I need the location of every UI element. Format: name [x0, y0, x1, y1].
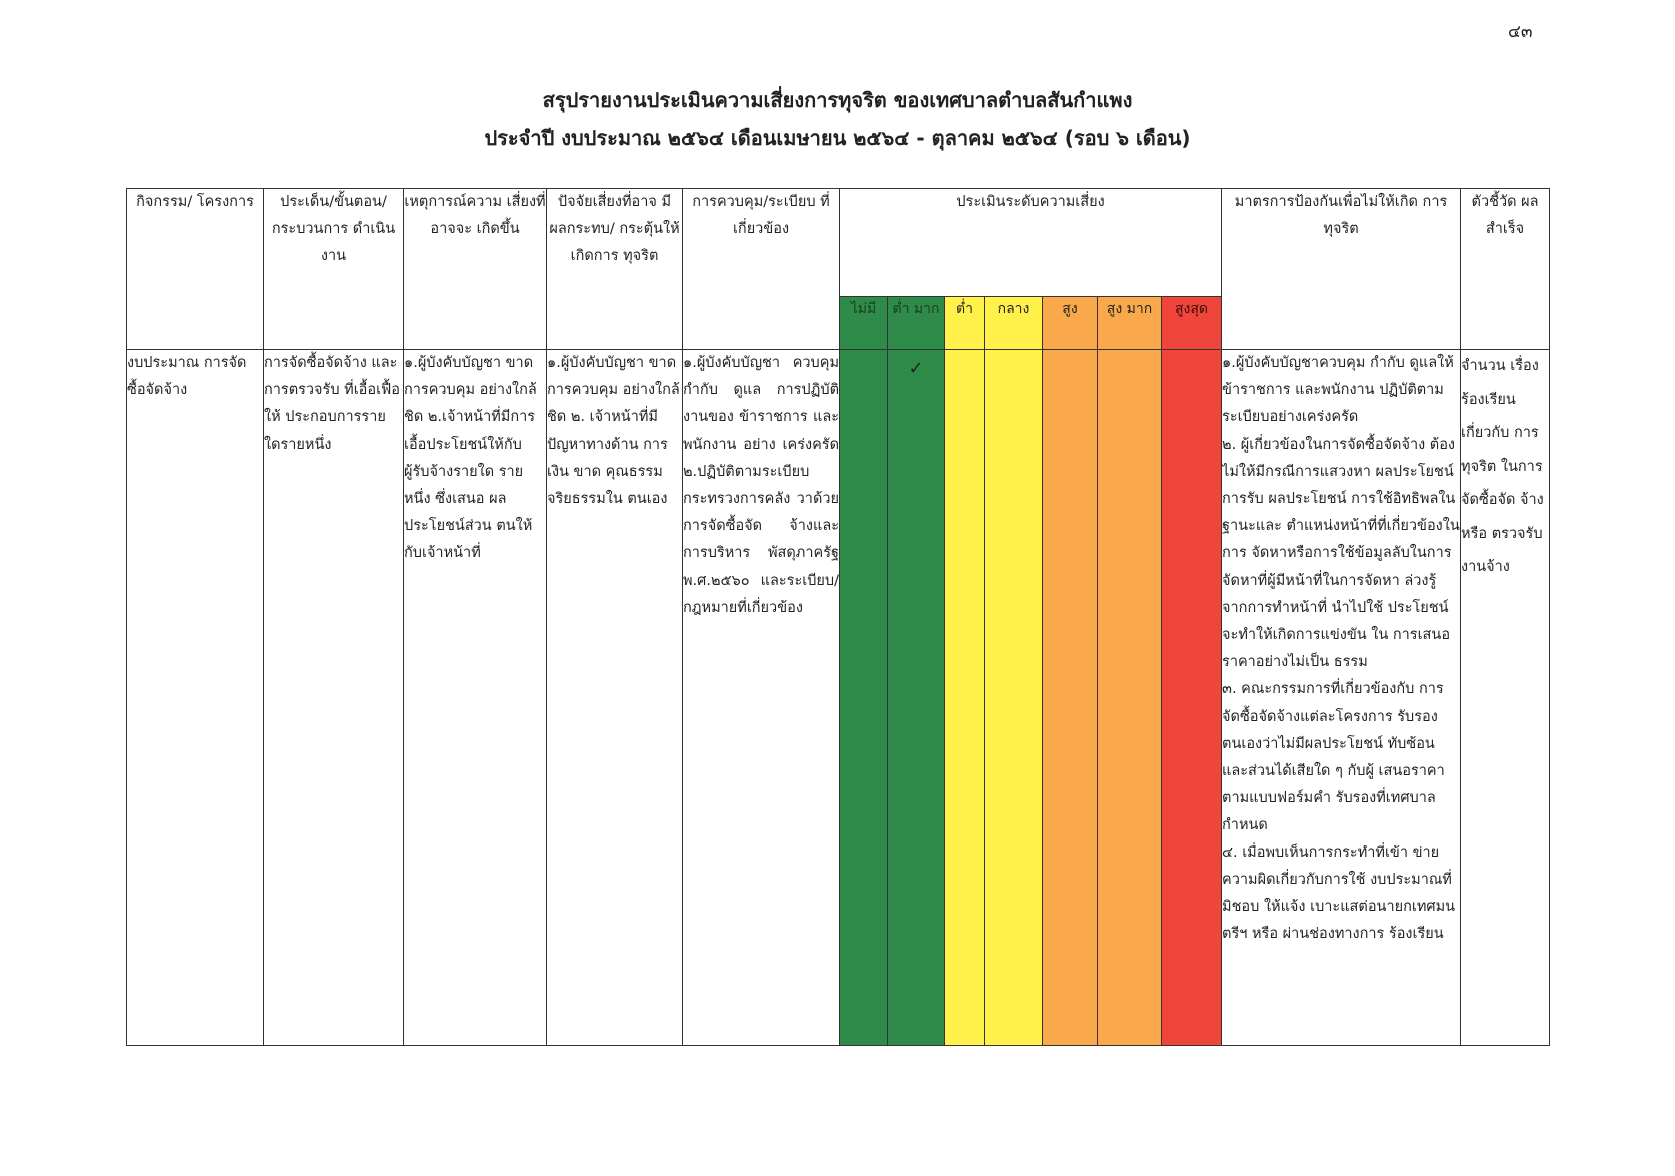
header-risk-factor: ปัจจัยเสี่ยงที่อาจ มีผลกระทบ/ กระตุ้นให้เกิดการ ทุจริต [547, 189, 683, 350]
cell-level-none [840, 350, 888, 1046]
cell-level-highest [1162, 350, 1222, 1046]
header-risk-event: เหตุการณ์ความ เสี่ยงที่อาจจะ เกิดขึ้น [404, 189, 547, 350]
report-title: สรุปรายงานประเมินความเสี่ยงการทุจริต ของเทศบาลตำบลสันกำแพง [542, 88, 1133, 112]
cell-activity: งบประมาณ การจัดซื้อจัดจ้าง [127, 350, 264, 1046]
cell-risk-event: ๑.ผู้บังคับบัญชา ขาดการควบคุม อย่างใกล้ชิด ๒.เจ้าหน้าที่มีการ เอื้อประโยชน์ให้กับ ผู้รับจ้างรายใด ราย หนึ่ง ซึ่งเสนอ ผลประโยชน์ส่วน ตนให้กับเจ้าหน้าที่ [404, 350, 547, 1046]
level-high: สูง [1043, 297, 1098, 350]
prevention-item: ๔. เมื่อพบเห็นการกระทำที่เข้า ข่ายความผิดเกี่ยวกับการใช้ งบประมาณที่มิชอบ ให้แจ้ง เบาะแสต่อนายกเทศมนตรีฯ หรือ ผ่านช่องทางการ ร้องเรียน [1222, 844, 1456, 943]
cell-level-medium [985, 350, 1043, 1046]
prevention-item: ๓. คณะกรรมการที่เกี่ยวข้องกับ การจัดซื้อจัดจ้างแต่ละโครงการ รับรองตนเองว่าไม่มีผลประโยชน์ ทับซ้อน และส่วนได้เสียใด ๆ กับผู้ เสนอราคาตามแบบฟอร์มคำ รับรองที่เทศบาลกำหนด [1222, 681, 1445, 834]
header-process: ประเด็น/ขั้นตอน/ กระบวนการ ดำเนินงาน [264, 189, 404, 350]
level-low: ต่ำ [945, 297, 985, 350]
cell-level-very-high [1098, 350, 1162, 1046]
header-risk-assessment: ประเมินระดับความเสี่ยง [840, 189, 1222, 297]
header-activity: กิจกรรม/ โครงการ [127, 189, 264, 350]
data-row [127, 350, 1550, 1046]
level-highest: สูงสุด [1162, 297, 1222, 350]
cell-control: ๑.ผู้บังคับบัญชา ควบคุม กำกับ ดูแล การปฏิบัติงานของ ข้าราชการ และ พนักงาน อย่าง เคร่งครัด ๒.ปฏิบัติตามระเบียบ กระทรวงการคลัง วาด้วยการจัดซื้อจัด จ้างและการบริหาร พัสดุภาครัฐ พ.ศ.๒๕๖๐ และระเบียบ/ กฎหมายที่เกี่ยวข้อง [683, 350, 840, 1046]
level-none: ไม่มี [840, 297, 888, 350]
risk-assessment-table [126, 188, 1550, 1046]
level-very-low: ต่ำ มาก [888, 297, 945, 350]
check-mark-icon: ✓ [908, 358, 924, 379]
cell-risk-factor: ๑.ผู้บังคับบัญชา ขาดการควบคุม อย่างใกล้ชิด ๒. เจ้าหน้าที่มี ปัญหาทางด้าน การเงิน ขาด คุณธรรม จริยธรรมใน ตนเอง [547, 350, 683, 1046]
cell-level-high [1043, 350, 1098, 1046]
level-very-high: สูง มาก [1098, 297, 1162, 350]
level-medium: กลาง [985, 297, 1043, 350]
cell-level-low [945, 350, 985, 1046]
report-subtitle: ประจำปี งบประมาณ ๒๕๖๔ เดือนเมษายน ๒๕๖๔ - ตุลาคม ๒๕๖๔ (รอบ ๖ เดือน) [484, 126, 1191, 150]
cell-process: การจัดซื้อจัดจ้าง และการตรวจรับ ที่เอื้อเฟื้อให้ ประกอบการราย ใดรายหนึ่ง [264, 350, 404, 1046]
header-indicator: ตัวชี้วัด ผลสำเร็จ [1461, 189, 1550, 350]
header-row [127, 189, 1550, 297]
prevention-item: ๒. ผู้เกี่ยวข้องในการจัดซื้อจัดจ้าง ต้องไม่ให้มีกรณีการแสวงหา ผลประโยชน์ การรับ ผลประโยชน์ การใช้อิทธิพลในฐานะและ ตำแหน่งหน้าที่ที่เกี่ยวข้องในการ จัดหาหรือการใช้ข้อมูลลับในการ จัดหาที่ผู้มีหน้าที่ในการจัดหา ล่วงรู้จากการทำหน้าที่ นำไปใช้ ประโยชน์ จะทำให้เกิดการแข่งขัน ใน การเสนอราคาอย่างไม่เป็น ธรรม [1222, 436, 1460, 671]
page-number: ๔๓ [1508, 22, 1533, 42]
header-control: การควบคุม/ระเบียบ ที่เกี่ยวข้อง [683, 189, 840, 350]
prevention-item: ๑.ผู้บังคับบัญชาควบคุม กำกับ ดูแลให้ข้าราชการ และพนักงาน ปฏิบัติตาม ระเบียบอย่างเคร่งครัด [1222, 355, 1454, 426]
header-prevention: มาตรการป้องกันเพื่อไม่ให้เกิด การทุจริต [1222, 189, 1461, 350]
cell-indicator: จำนวน เรื่อง ร้องเรียน เกี่ยวกับ การทุจริต ในการ จัดซื้อจัด จ้างหรือ ตรวจรับ งานจ้าง [1461, 350, 1550, 1046]
cell-level-very-low [888, 350, 945, 1046]
cell-prevention [1222, 350, 1461, 1046]
